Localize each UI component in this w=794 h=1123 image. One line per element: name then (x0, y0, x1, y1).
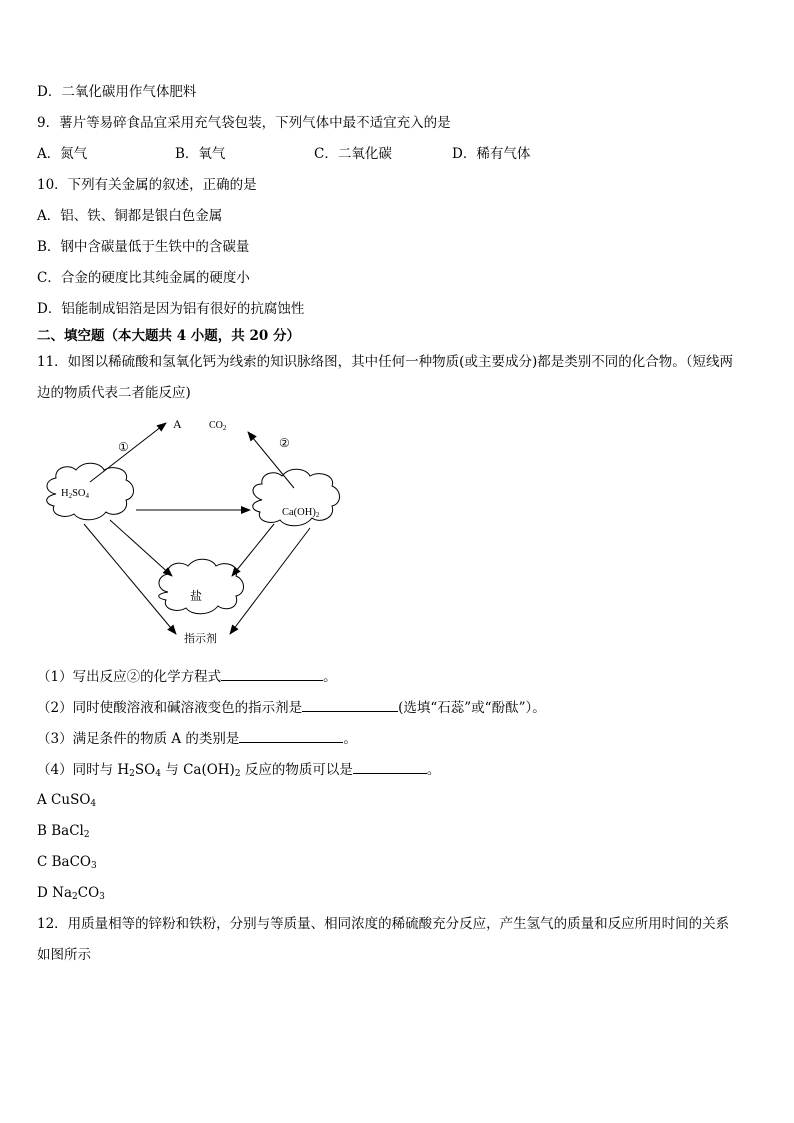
arrow-h2so4-to-a (90, 423, 166, 482)
h2so4-cloud (47, 463, 134, 520)
q11-sub2: （2）同时使酸溶液和碱溶液变色的指示剂是 (选填“石蕊”或“酚酞”）。 (37, 697, 546, 717)
q11-sub4: （4）同时与 $H_2SO_4$ 与 $Ca(OH)_2$ 反应的物质可以是 。 (37, 759, 440, 783)
arrow-h2so4-to-salt (110, 520, 172, 576)
q12-stem-line1: 12．用质量相等的锌粉和铁粉，分别与等质量、相同浓度的稀硫酸充分反应，产生氢气的质量和反应所用时间的关系 (37, 916, 730, 932)
caoh2-label: Ca(OH)2 (282, 507, 320, 519)
q9-option-c: C．二氧化碳 (314, 146, 392, 162)
reaction-diagram (40, 408, 360, 648)
q10-stem: 10．下列有关金属的叙述，正确的是 (37, 177, 257, 193)
choice-c: C BaCO$_3$ (37, 854, 97, 871)
choice-d: D $Na_2CO_3$ (37, 885, 105, 902)
salt-cloud (159, 559, 244, 614)
q9-option-a: A．氮气 (37, 146, 88, 162)
section-title: 二、填空题（本大题共 4 小题，共 20 分） (37, 328, 300, 344)
answer-blank-2[interactable] (302, 697, 398, 712)
q11-sub3: （3）满足条件的物质 A 的类别是 。 (37, 728, 357, 748)
q11-stem-line1: 11．如图以稀硫酸和氢氧化钙为线索的知识脉络图，其中任何一种物质(或主要成分)都是类别不同的化合物。（短线两 (37, 354, 733, 370)
q9-option-b: B．氧气 (175, 146, 226, 162)
arrow-caoh2-to-salt (232, 524, 274, 576)
answer-blank-4[interactable] (353, 759, 427, 774)
indicator-label: 指示剂 (184, 633, 217, 645)
q10-option-d: D．铝能制成铝箔是因为铝有很好的抗腐蚀性 (37, 301, 305, 317)
a-node-label: A (173, 417, 182, 431)
q10-option-b: B．钢中含碳量低于生铁中的含碳量 (37, 239, 250, 255)
h2so4-label: H2SO4 (61, 488, 90, 500)
co2-label: $CO_2$ (209, 420, 227, 432)
choice-a: A CuSO$_4$ (37, 792, 97, 809)
q12-stem-line2: 如图所示 (37, 947, 91, 963)
q11-sub1: （1）写出反应②的化学方程式 。 (37, 666, 337, 686)
q10-option-c: C．合金的硬度比其纯金属的硬度小 (37, 270, 250, 286)
q9-option-d: D．稀有气体 (452, 146, 531, 162)
q11-stem-line2: 边的物质代表二者能反应) (37, 385, 191, 401)
q8-option-d: D．二氧化碳用作气体肥料 (37, 84, 197, 100)
reaction-mark-2: ② (279, 436, 290, 450)
answer-blank-1[interactable] (221, 666, 323, 681)
choice-b: B BaCl$_2$ (37, 823, 90, 840)
reaction-mark-1: ① (118, 440, 129, 454)
salt-label: 盐 (190, 589, 203, 603)
q9-stem: 9．薯片等易碎食品宜采用充气袋包装，下列气体中最不适宜充入的是 (37, 115, 451, 131)
caoh2-cloud (253, 469, 340, 526)
answer-blank-3[interactable] (239, 728, 343, 743)
q10-option-a: A．铝、铁、铜都是银白色金属 (37, 208, 223, 224)
